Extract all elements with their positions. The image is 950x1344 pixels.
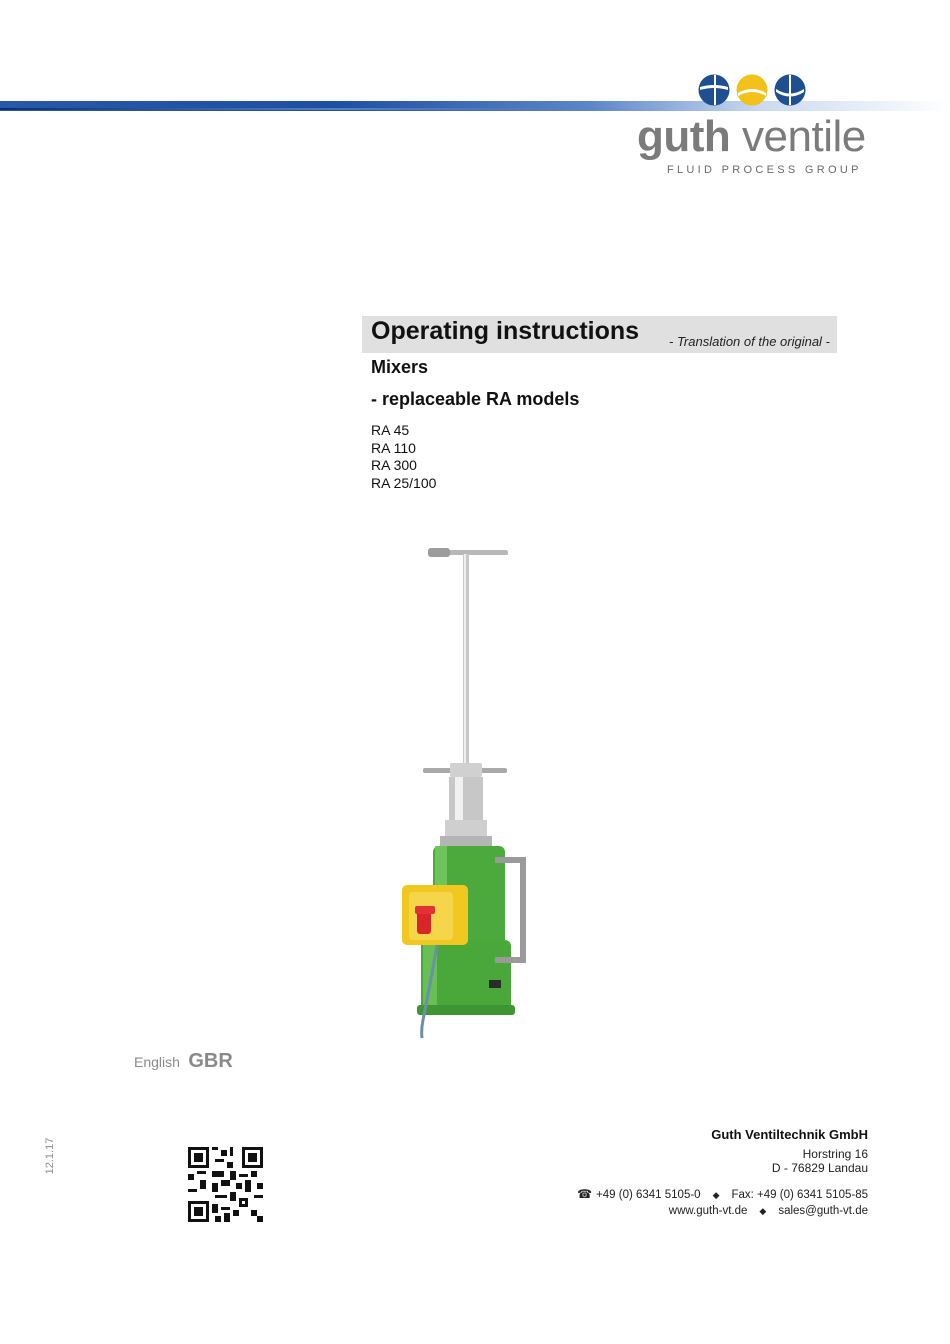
company-website-link[interactable]: www.guth-vt.de [668,1205,748,1217]
contact-block [577,1186,868,1219]
company-fax: Fax: +49 (0) 6341 5105-85 [731,1189,868,1201]
separator-icon: ◆ [759,1206,767,1216]
logo-word-light: ventile [742,112,866,161]
logo-word-bold: guth [637,112,731,161]
header-rule-shadow [0,108,680,110]
model-item: RA 25/100 [371,474,437,491]
document-date: 12.1.17 [44,1137,56,1175]
company-city: D - 76829 Landau [771,1161,868,1175]
logo-tagline: FLUID PROCESS GROUP [667,164,862,176]
logo-wordmark [637,112,866,162]
separator-icon: ◆ [712,1190,720,1200]
company-name: Guth Ventiltechnik GmbH [711,1127,868,1142]
model-item: RA 110 [371,439,416,456]
language-indicator [134,1050,233,1073]
page-title: Operating instructions [371,317,640,345]
company-street: Horstring 16 [802,1147,868,1161]
product-subheading: - replaceable RA models [371,389,580,409]
company-phone: +49 (0) 6341 5105-0 [596,1189,701,1201]
phone-icon: ☎ [577,1187,593,1201]
company-address [711,1127,868,1175]
translation-note: - Translation of the original - [669,334,830,349]
mixer-product-image [395,540,545,1040]
language-label: English [134,1054,180,1070]
company-email-link[interactable]: sales@guth-vt.de [778,1205,868,1217]
model-item: RA 45 [371,422,410,438]
logo-circles-icon [697,73,807,107]
qr-code [188,1147,263,1222]
model-list [371,422,436,492]
language-code: GBR [188,1050,233,1072]
model-item: RA 300 [371,457,417,474]
product-heading: Mixers [371,357,429,377]
